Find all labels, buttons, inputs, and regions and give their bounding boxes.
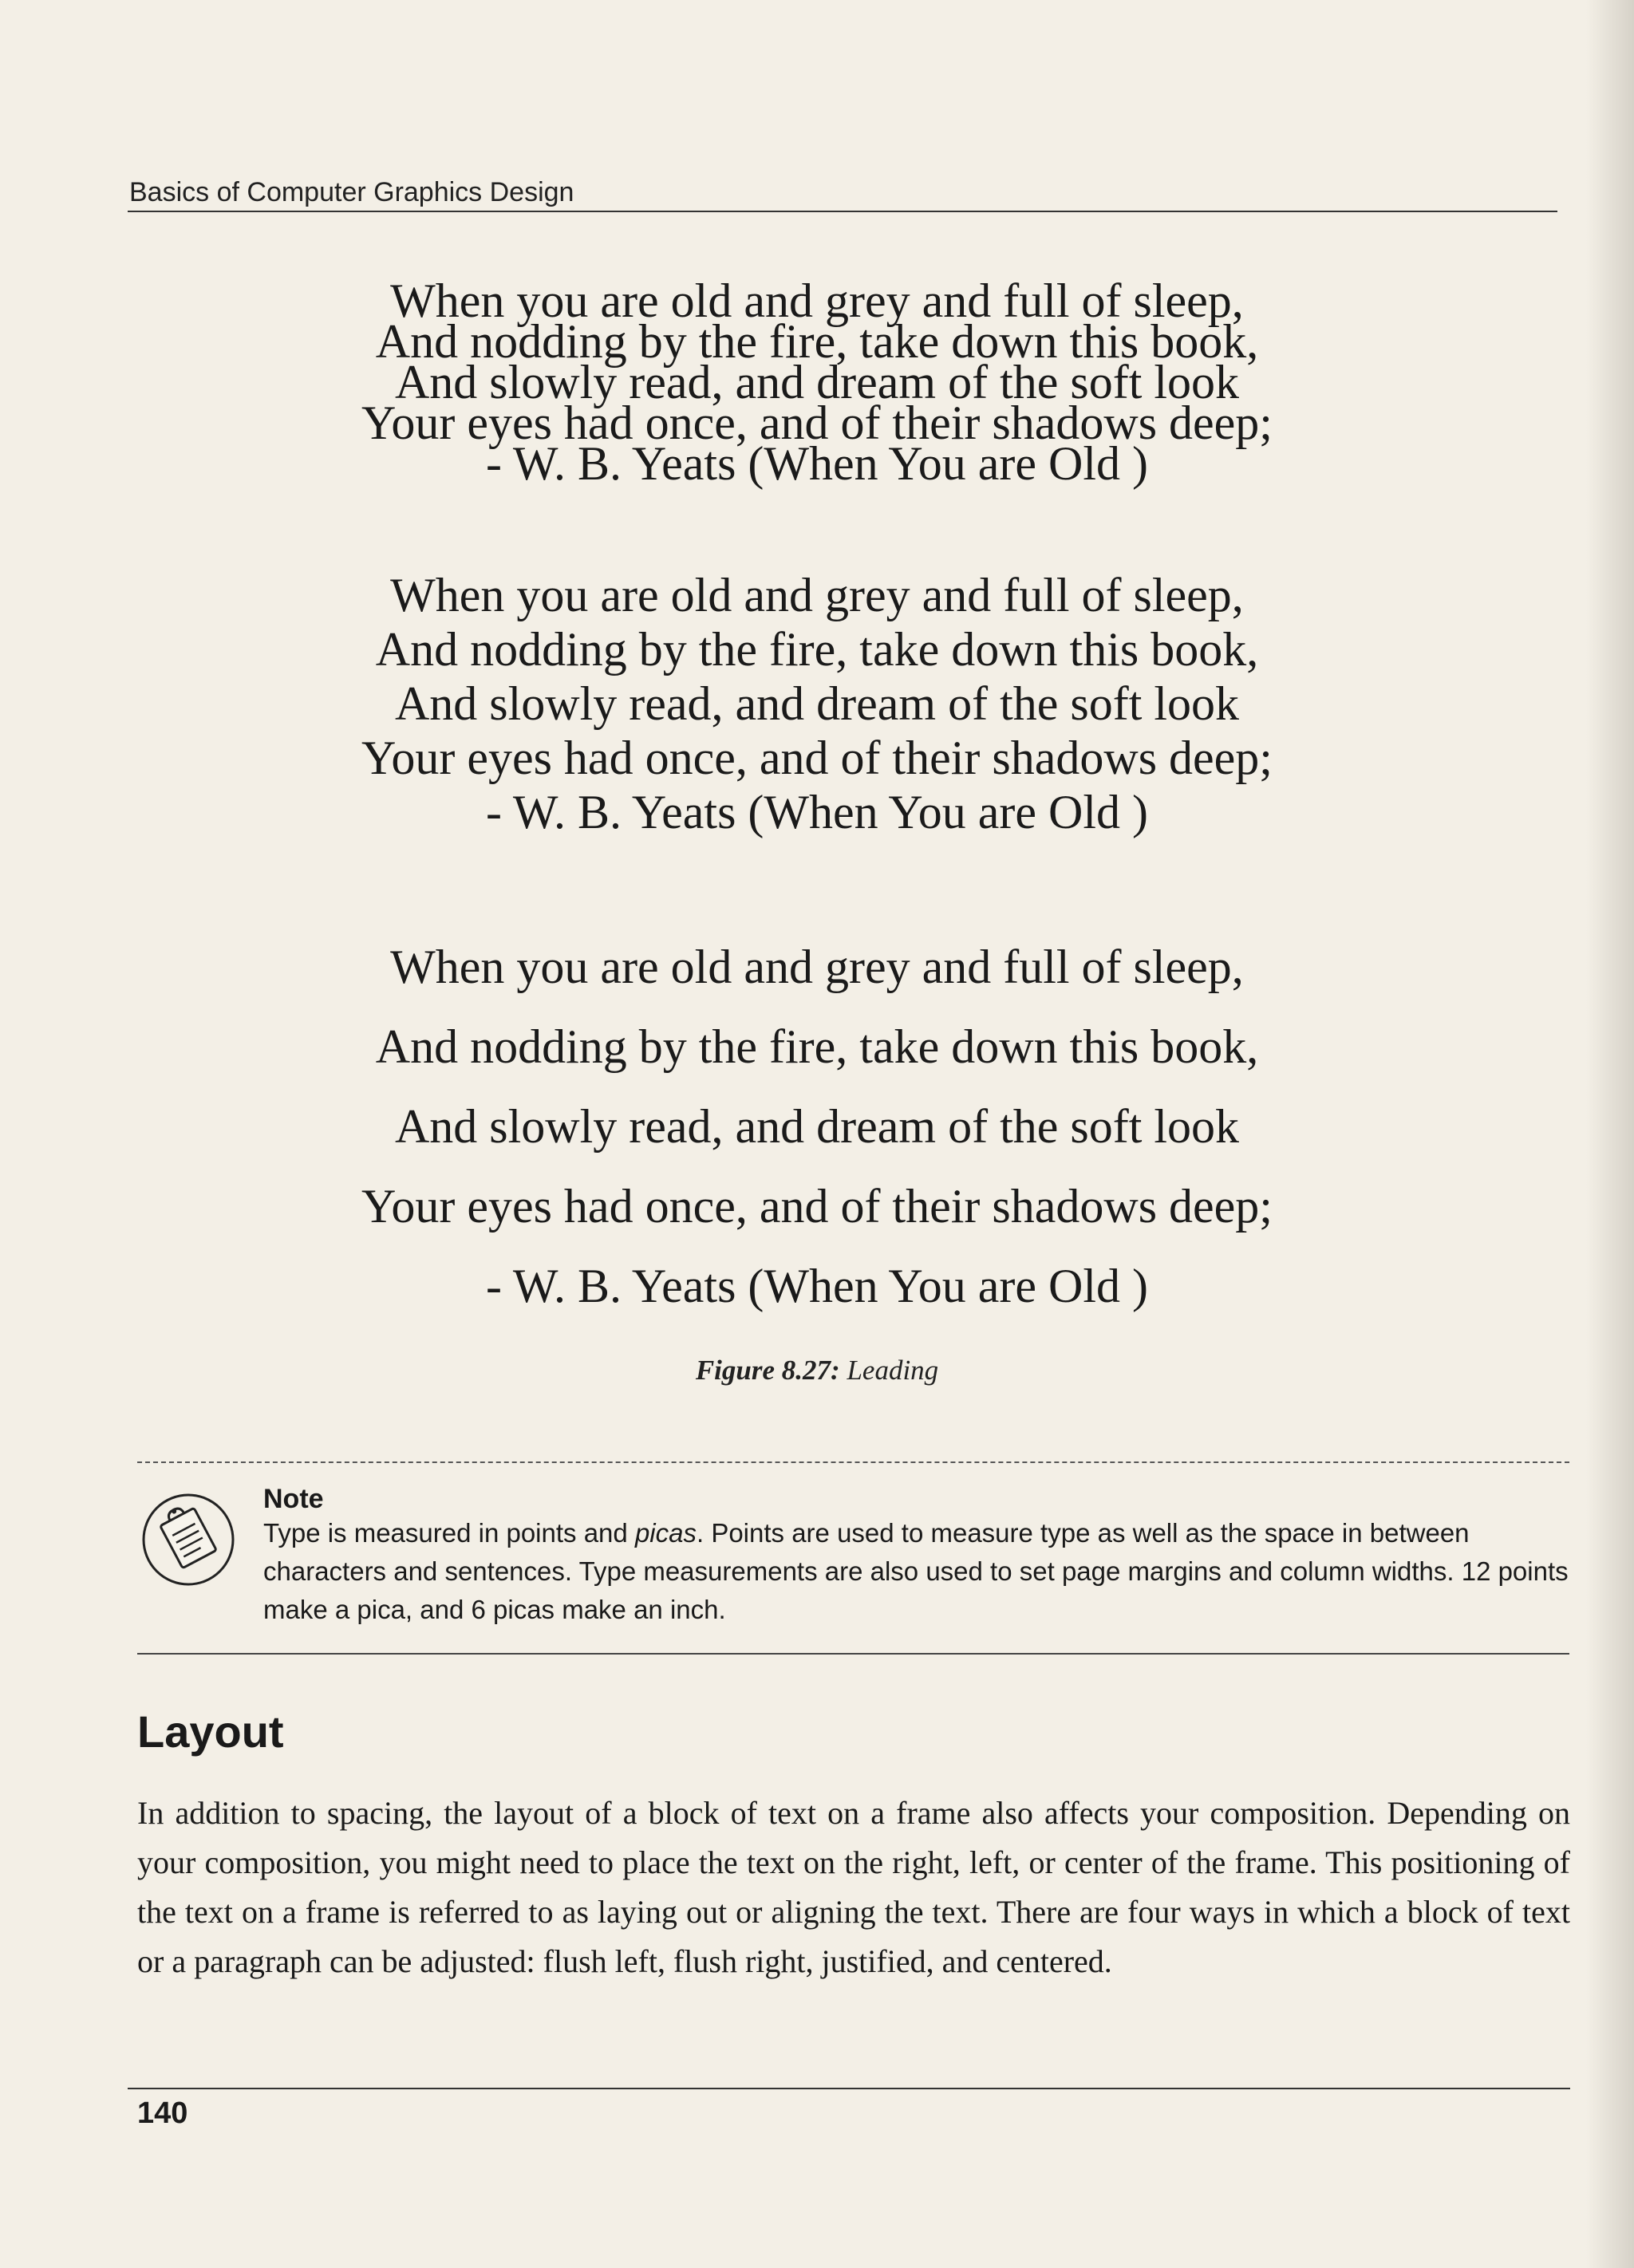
poem-line: And slowly read, and dream of the soft look — [394, 677, 1240, 730]
figure-label: Figure 8.27: — [695, 1355, 840, 1386]
note-text-part: Type is measured in points and — [263, 1518, 635, 1548]
page-number: 140 — [137, 2096, 188, 2130]
note-text — [263, 1514, 1572, 1629]
poem-stanza-normal-leading — [0, 568, 1634, 839]
note-title: Note — [263, 1484, 324, 1514]
poem-attribution: - W. B. Yeats (When You are Old ) — [486, 786, 1148, 838]
note-top-rule — [137, 1461, 1569, 1463]
section-heading: Layout — [137, 1706, 284, 1757]
poem-line: And nodding by the fire, take down this book, — [375, 1020, 1259, 1073]
poem-line: And slowly read, and dream of the soft look — [394, 1100, 1240, 1153]
note-text-part: . Points are used to measure type as well as the space in between characters and sentences. Type measurements are also used to set page margins and column widths. 12 points make a pica, and 6 picas make an inch. — [263, 1518, 1569, 1624]
poem-stanza-tight-leading — [0, 274, 1634, 490]
figure-caption-text: Leading — [839, 1355, 939, 1386]
poem-line: Your eyes had once, and of their shadows deep; — [361, 732, 1273, 784]
poem-line: When you are old and grey and full of sleep, — [390, 274, 1244, 327]
note-italic-term: picas — [634, 1518, 697, 1548]
note-pad-icon — [137, 1484, 246, 1592]
poem-stanza-loose-leading — [0, 927, 1634, 1326]
figure-caption — [0, 1355, 1634, 1386]
poem-line: Your eyes had once, and of their shadows deep; — [361, 1180, 1273, 1233]
body-paragraph: In addition to spacing, the layout of a block of text on a frame also affects your composition. Depending on your composition, you might need to place the text on the right, left, or center of the frame. This positioning of the text on a frame is referred to as laying out or aligning the text. There are four ways in which a block of text or a paragraph can be adjusted: flush left, flush right, justified, and centered. — [137, 1795, 1570, 1979]
header-rule — [128, 211, 1557, 212]
poem-line: When you are old and grey and full of sleep, — [390, 569, 1244, 621]
poem-line: And nodding by the fire, take down this book, — [375, 315, 1259, 368]
poem-line: And slowly read, and dream of the soft look — [394, 356, 1240, 408]
note-bottom-rule — [137, 1653, 1569, 1655]
footer-rule — [128, 2088, 1570, 2089]
poem-attribution: - W. B. Yeats (When You are Old ) — [486, 1260, 1148, 1312]
poem-line: When you are old and grey and full of sleep, — [390, 941, 1244, 993]
poem-line: And nodding by the fire, take down this book, — [375, 623, 1259, 676]
poem-line: Your eyes had once, and of their shadows deep; — [361, 396, 1273, 449]
poem-attribution: - W. B. Yeats (When You are Old ) — [486, 437, 1148, 490]
running-header: Basics of Computer Graphics Design — [129, 177, 574, 207]
